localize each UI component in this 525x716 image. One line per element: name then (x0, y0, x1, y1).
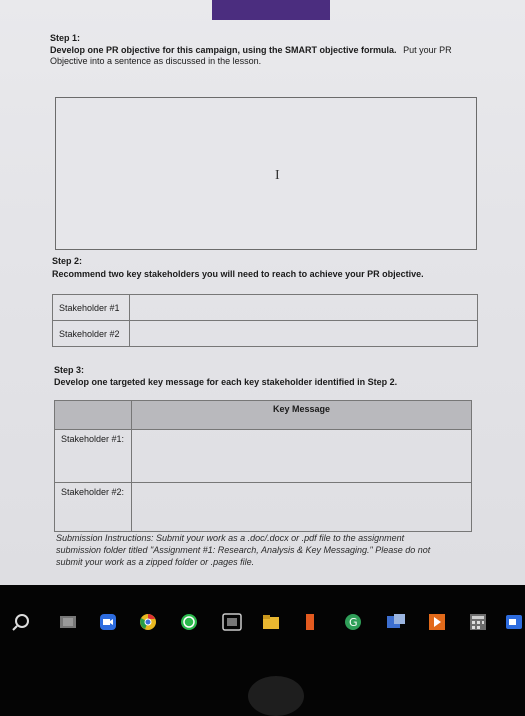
table-row (55, 430, 472, 483)
header-banner (212, 0, 330, 20)
stakeholder-1-input[interactable] (130, 295, 478, 321)
zoom-meetings-icon[interactable] (505, 612, 523, 632)
stakeholder-table (52, 294, 478, 347)
chrome-remote-icon[interactable] (385, 612, 407, 632)
step1-instructions-bold: Develop one PR objective for this campaign, using the SMART objective formula. (50, 45, 397, 55)
key-message-stakeholder-1-label: Stakeholder #1: (55, 430, 132, 483)
step3-instructions: Develop one targeted key message for each key stakeholder identified in Step 2. (54, 377, 398, 387)
step2-instructions: Recommend two key stakeholders you will need to reach to achieve your PR objective. (52, 269, 424, 279)
table-row (55, 483, 472, 532)
laptop-logo (248, 676, 304, 716)
step1-instructions-rest: Put your PR (403, 45, 452, 55)
google-icon[interactable] (343, 612, 363, 632)
table-row (53, 321, 478, 347)
step3-heading: Step 3: (54, 365, 85, 375)
calculator-icon[interactable] (468, 612, 488, 632)
whatsapp-icon[interactable] (179, 612, 199, 632)
svg-text:G: G (349, 616, 358, 629)
table-row (53, 295, 478, 321)
chrome-icon[interactable] (138, 612, 158, 632)
objective-text-box[interactable] (55, 97, 477, 250)
key-message-1-input[interactable] (132, 430, 472, 483)
key-message-table (54, 400, 472, 532)
key-message-stakeholder-2-label: Stakeholder #2: (55, 483, 132, 532)
step2-heading: Step 2: (52, 256, 83, 266)
key-message-header: Key Message (132, 401, 472, 430)
search-icon[interactable] (10, 612, 32, 632)
photos-icon[interactable] (221, 612, 243, 632)
step1-instructions-line1 (50, 45, 452, 56)
submission-instructions-line1: Submission Instructions: Submit your work as a .doc/.docx or .pdf file to the assignment (56, 533, 405, 543)
step1-instructions-line2: Objective into a sentence as discussed in the lesson. (50, 56, 262, 66)
table-header-empty (55, 401, 132, 430)
stakeholder-1-label: Stakeholder #1 (53, 295, 130, 321)
zoom-icon[interactable] (98, 612, 118, 632)
step1-heading: Step 1: (50, 33, 81, 43)
text-cursor-icon: I (275, 168, 280, 183)
submission-instructions-line3: submit your work as a zipped folder or .pages file. (56, 557, 255, 567)
office-icon[interactable] (303, 612, 317, 632)
submission-instructions-line2: submission folder titled "Assignment #1: Research, Analysis & Key Messaging." Please do not (56, 545, 431, 555)
table-header-row (55, 401, 472, 430)
task-view-icon[interactable] (58, 612, 78, 632)
stakeholder-2-input[interactable] (130, 321, 478, 347)
media-player-icon[interactable] (427, 612, 447, 632)
stakeholder-2-label: Stakeholder #2 (53, 321, 130, 347)
key-message-2-input[interactable] (132, 483, 472, 532)
file-explorer-icon[interactable] (261, 612, 281, 632)
